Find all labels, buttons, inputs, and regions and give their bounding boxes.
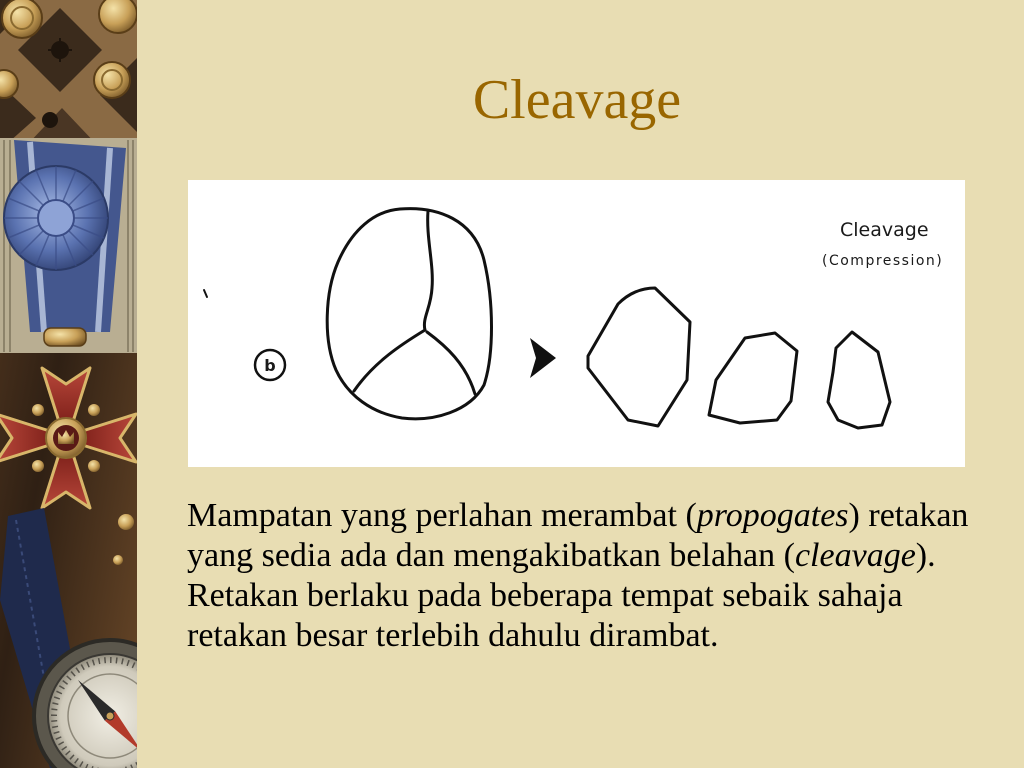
label-b: b: [264, 356, 276, 375]
crack-line-top: [424, 211, 432, 330]
body-text-segment: ). Retakan berlaku pada beberapa tempat sebaik sahaja retakan besar terlebih dahulu dirambat.: [187, 537, 936, 654]
dark-rivet: [42, 112, 58, 128]
body-paragraph: [187, 496, 987, 656]
body-text-italic-term: cleavage: [794, 537, 916, 574]
body-text-segment: ) retakan yang sedia ada dan mengakibatkan belahan (: [187, 497, 969, 574]
gold-button: [0, 70, 18, 98]
diagram-caption-title: Cleavage: [840, 219, 929, 241]
cleavage-diagram-drawing: [188, 180, 965, 467]
fragment-large: [588, 288, 690, 426]
medal-ornament: [32, 460, 44, 472]
gold-stud: [113, 555, 123, 565]
gold-button: [2, 0, 42, 38]
medal-ornament: [32, 404, 44, 416]
decorative-collage: [0, 0, 137, 768]
original-grain-outline: [327, 209, 491, 419]
slide-title: Cleavage: [472, 69, 682, 131]
decorative-sidebar: [0, 0, 137, 768]
crack-line-right: [427, 332, 475, 394]
cleavage-diagram: [188, 180, 965, 467]
rosette-icon: [4, 166, 108, 270]
body-text-segment: Mampatan yang perlahan merambat (: [187, 497, 697, 534]
fragment-medium: [709, 333, 797, 423]
gold-button: [94, 62, 130, 98]
body-text-italic-term: propogates: [696, 497, 849, 534]
compass-pivot: [106, 712, 114, 720]
stray-mark: [204, 290, 207, 297]
medal-ornament: [88, 460, 100, 472]
gold-button: [99, 0, 137, 33]
arrow-icon: [530, 338, 556, 378]
medal-ornament: [88, 404, 100, 416]
diagram-caption-subtitle: (Compression): [822, 253, 944, 269]
gold-stud: [118, 514, 134, 530]
ribbon-ring: [44, 328, 86, 346]
rosette-center: [38, 200, 74, 236]
crack-line-left: [354, 330, 425, 391]
fragment-small: [828, 332, 890, 428]
